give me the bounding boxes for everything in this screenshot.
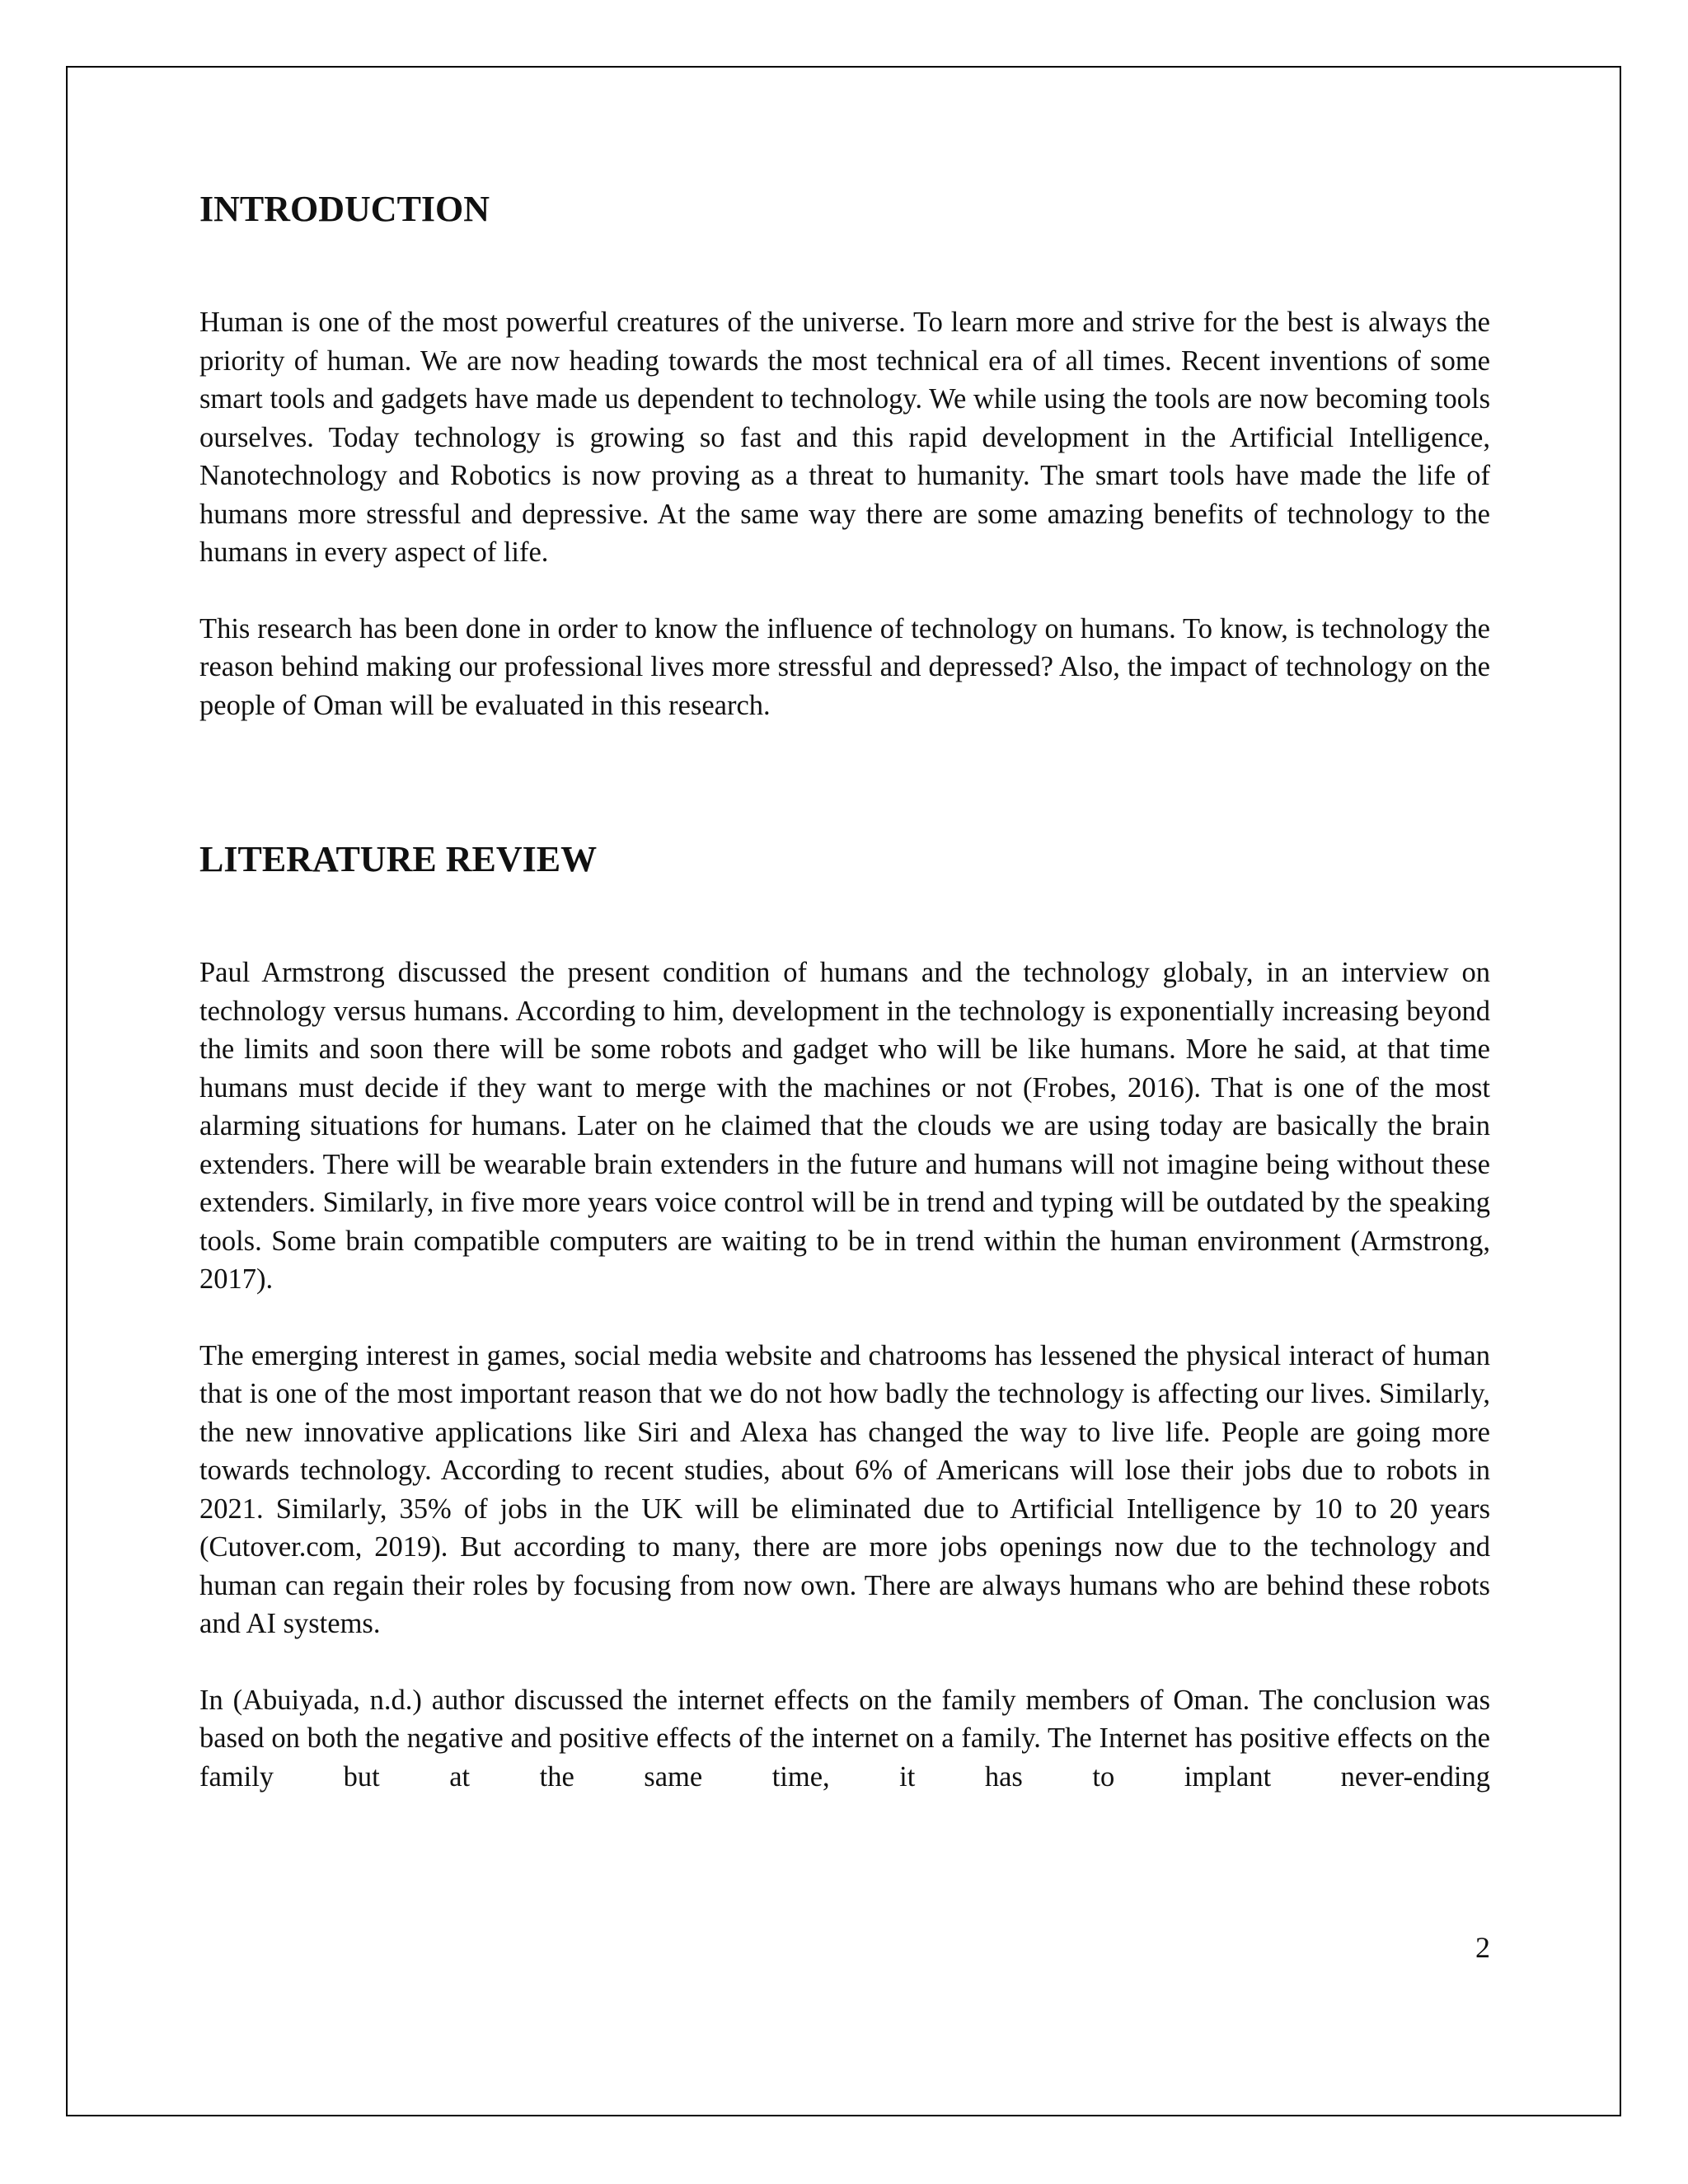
document-body <box>199 185 1490 1796</box>
literature-review-paragraph-2: The emerging interest in games, social media website and chatrooms has lessened the physical interact of human that is one of the most important reason that we do not how badly the technology is affecting our lives. Similarly, the new innovative applications like Siri and Alexa has changed the way to live life. People are going more towards technology. According to recent studies, about 6% of Americans will lose their jobs due to robots in 2021. Similarly, 35% of jobs in the UK will be eliminated due to Artificial Intelligence by 10 to 20 years (Cutover.com, 2019). But according to many, there are more jobs openings now due to the technology and human can regain their roles by focusing from now own. There are always humans who are behind these robots and AI systems. <box>199 1339 1490 1639</box>
page-number: 2 <box>1475 1931 1490 1964</box>
introduction-paragraph-1: Human is one of the most powerful creatures of the universe. To learn more and strive for the best is always the priority of human. We are now heading towards the most technical era of all times. Recent inventions of some smart tools and gadgets have made us dependent to technology. We while using the tools are now becoming tools ourselves. Today technology is growing so fast and this rapid development in the Artificial Intelligence, Nanotechnology and Robotics is now proving as a threat to humanity. The smart tools have made the life of humans more stressful and depressive. At the same way there are some amazing benefits of technology to the humans in every aspect of life. <box>199 307 1490 568</box>
introduction-paragraph-2: This research has been done in order to know the influence of technology on humans. To know, is technology the reason behind making our professional lives more stressful and depressed? Also, the impact of technology on the people of Oman will be evaluated in this research. <box>199 612 1490 721</box>
introduction-heading: INTRODUCTION <box>199 189 490 229</box>
literature-review-paragraph-3: In (Abuiyada, n.d.) author discussed the internet effects on the family members of Oman. The conclusion was based on both the negative and positive effects of the internet on a family. The Internet has positive effects on the family but at the same time, it has to implant never-ending <box>199 1684 1490 1793</box>
literature-review-heading: LITERATURE REVIEW <box>199 839 598 879</box>
literature-review-paragraph-1: Paul Armstrong discussed the present condition of humans and the technology globaly, in an interview on technology versus humans. According to him, development in the technology is exponentially increasing beyond the limits and soon there will be some robots and gadget who will be like humans. More he said, at that time humans must decide if they want to merge with the machines or not (Frobes, 2016). That is one of the most alarming situations for humans. Later on he claimed that the clouds we are using today are basically the brain extenders. There will be wearable brain extenders in the future and humans will not imagine being without these extenders. Similarly, in five more years voice control will be in trend and typing will be outdated by the speaking tools. Some brain compatible computers are waiting to be in trend within the human environment (Armstrong, 2017). <box>199 957 1490 1295</box>
